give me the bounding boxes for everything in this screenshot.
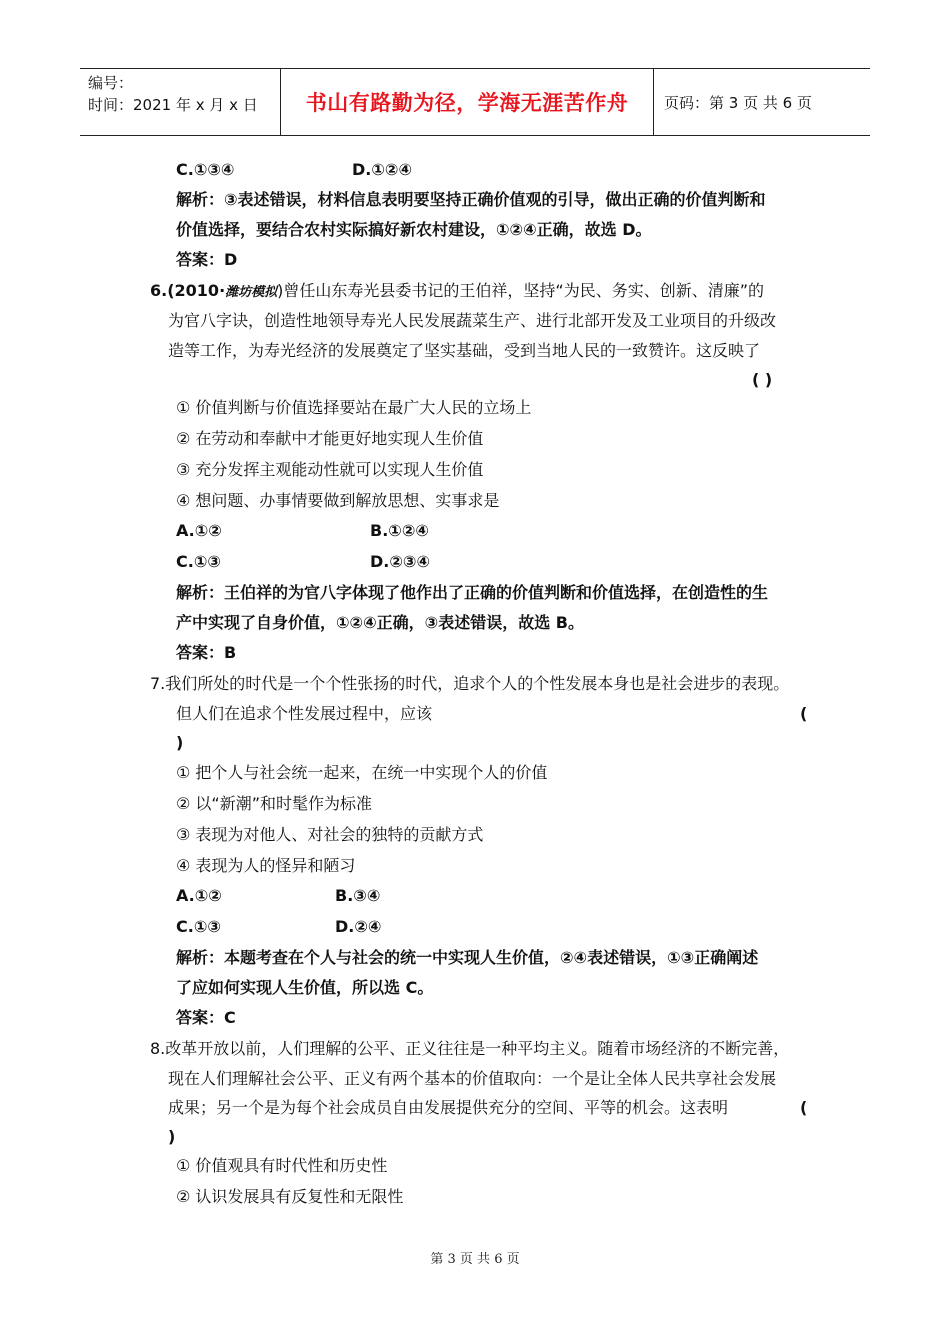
q6-source-year: (2010·: [167, 281, 226, 300]
time-label: 时间：2021 年 x 月 x 日: [88, 96, 258, 114]
q7-bracket-open: (: [800, 704, 808, 723]
q7-analysis-line-1: 解析：本题考查在个人与社会的统一中实现人生价值，②④表述错误，①③正确阐述: [176, 948, 759, 967]
q7-stem-line-1: 7.我们所处的时代是一个个性张扬的时代，追求个人的个性发展本身也是社会进步的表现。: [150, 674, 790, 693]
q7-bracket-close: ): [176, 733, 184, 752]
q8-item-2: ② 认识发展具有反复性和无限性: [176, 1187, 404, 1206]
q6-option-b: B.①②④: [370, 521, 429, 540]
q6-option-a: A.①②: [176, 521, 222, 540]
q8-bracket-close: ): [168, 1127, 176, 1146]
q6-answer: 答案：B: [176, 643, 237, 662]
q6-answer-bracket: ( ): [752, 370, 773, 389]
q6-number: 6.: [150, 281, 168, 300]
q6-item-2: ② 在劳动和奉献中才能更好地实现人生价值: [176, 429, 484, 448]
q6-item-3: ③ 充分发挥主观能动性就可以实现人生价值: [176, 460, 484, 479]
q8-stem-line-3: 成果；另一个是为每个社会成员自由发展提供充分的空间、平等的机会。这表明: [168, 1098, 729, 1117]
q7-analysis-line-2: 了应如何实现人生价值，所以选 C。: [176, 978, 434, 997]
q8-bracket-open: (: [800, 1098, 808, 1117]
page-header: [80, 68, 870, 136]
page-footer: 第 3 页 共 6 页: [430, 1252, 520, 1267]
q6-stem-text-1: )曾任山东寿光县委书记的王伯祥，坚持“为民、务实、创新、清廉”的: [277, 281, 764, 300]
q6-source-place: 潍坊模拟: [225, 285, 278, 300]
q6-stem-line-1: [150, 281, 764, 303]
q5-answer: 答案：D: [176, 250, 238, 269]
q6-analysis-line-1: 解析：王伯祥的为官八字体现了他作出了正确的价值判断和价值选择，在创造性的生: [176, 583, 769, 602]
header-motto: 书山有路勤为径，学海无涯苦作舟: [281, 69, 654, 135]
q6-item-1: ① 价值判断与价值选择要站在最广大人民的立场上: [176, 398, 532, 417]
number-label: 编号：: [88, 74, 134, 92]
q6-analysis-line-2: 产中实现了自身价值，①②④正确，③表述错误，故选 B。: [176, 613, 584, 632]
q7-item-3: ③ 表现为对他人、对社会的独特的贡献方式: [176, 825, 484, 844]
header-page-label: 页码：第 3 页 共 6 页: [664, 93, 812, 112]
q7-option-d: D.②④: [335, 917, 382, 936]
q6-stem-line-3: 造等工作，为寿光经济的发展奠定了坚实基础，受到当地人民的一致赞许。这反映了: [168, 341, 761, 360]
q5-option-d: D.①②④: [352, 160, 412, 179]
q7-stem-line-2: 但人们在追求个性发展过程中，应该: [176, 704, 433, 723]
q7-answer: 答案：C: [176, 1008, 236, 1027]
q7-option-c: C.①③: [176, 917, 221, 936]
q7-item-4: ④ 表现为人的怪异和陋习: [176, 856, 356, 875]
q5-analysis-line-2: 价值选择，要结合农村实际搞好新农村建设，①②④正确，故选 D。: [176, 220, 652, 239]
q7-item-1: ① 把个人与社会统一起来，在统一中实现个人的价值: [176, 763, 548, 782]
q6-stem-line-2: 为官八字诀，创造性地领导寿光人民发展蔬菜生产、进行北部开发及工业项目的升级改: [168, 311, 777, 330]
q8-item-1: ① 价值观具有时代性和历史性: [176, 1156, 388, 1175]
q7-option-b: B.③④: [335, 886, 381, 905]
q6-option-c: C.①③: [176, 552, 221, 571]
q8-stem-line-2: 现在人们理解社会公平、正义有两个基本的价值取向：一个是让全体人民共享社会发展: [168, 1069, 777, 1088]
header-meta-cell: [80, 69, 281, 135]
q5-analysis-line-1: 解析：③表述错误，材料信息表明要坚持正确价值观的引导，做出正确的价值判断和: [176, 190, 766, 209]
q6-option-d: D.②③④: [370, 552, 430, 571]
q5-option-c: C.①③④: [176, 160, 235, 179]
q6-item-4: ④ 想问题、办事情要做到解放思想、实事求是: [176, 491, 500, 510]
q7-item-2: ② 以“新潮”和时髦作为标准: [176, 794, 373, 813]
q8-stem-line-1: 8.改革开放以前，人们理解的公平、正义往往是一种平均主义。随着市场经济的不断完善，: [150, 1039, 790, 1058]
q7-option-a: A.①②: [176, 886, 222, 905]
